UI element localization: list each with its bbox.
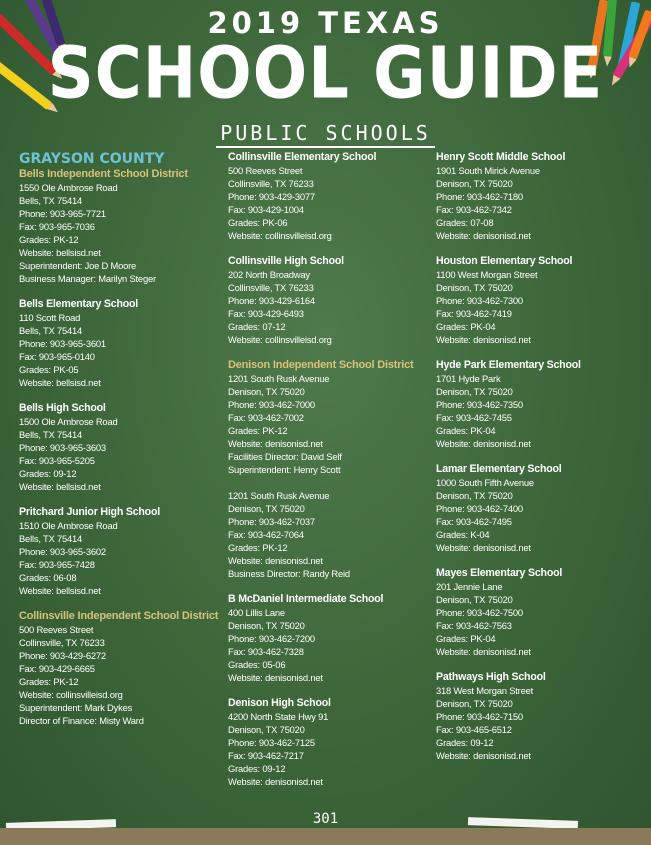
listing-detail: Facilities Director: David Self xyxy=(228,451,342,462)
grades-range: Grades: 07-12 xyxy=(228,321,286,332)
listing-detail: Superintendent: Mark Dykes xyxy=(19,702,133,713)
district-listing xyxy=(19,610,224,727)
listing-detail: 1201 South Rusk Avenue xyxy=(228,490,330,501)
listing-detail: Denison, TX 75020 xyxy=(228,620,305,631)
fax-number: Fax: 903-462-7002 xyxy=(228,412,304,423)
grades-range: Grades: 09-12 xyxy=(19,468,77,479)
listing-detail: Denison, TX 75020 xyxy=(436,178,513,189)
guide-year-title: 2019 TEXAS xyxy=(207,6,444,40)
fax-number: Fax: 903-965-5205 xyxy=(19,455,95,466)
listing-detail: Denison, TX 75020 xyxy=(436,282,513,293)
listing-detail: Denison, TX 75020 xyxy=(228,386,305,397)
phone-number: Phone: 903-462-7180 xyxy=(436,191,523,202)
school-listing xyxy=(19,402,224,493)
school-listing xyxy=(436,255,641,346)
school-name: Denison High School xyxy=(228,697,331,709)
website-text: Website: denisonisd.net xyxy=(228,555,323,566)
grades-range: Grades: PK-06 xyxy=(228,217,288,228)
school-listing xyxy=(228,489,433,580)
fax-number: Fax: 903-462-7563 xyxy=(436,620,512,631)
grades-range: Grades: 09-12 xyxy=(436,737,494,748)
school-name: Collinsville High School xyxy=(228,255,344,267)
school-listing xyxy=(228,151,433,242)
school-listing xyxy=(228,697,433,788)
school-listing xyxy=(436,567,641,658)
fax-number: Fax: 903-462-7328 xyxy=(228,646,304,657)
page-number: 301 xyxy=(312,811,339,827)
website-text: Website: denisonisd.net xyxy=(436,750,531,761)
fax-number: Fax: 903-965-0140 xyxy=(19,351,95,362)
listing-detail: Bells, TX 75414 xyxy=(19,533,83,544)
listing-detail: Business Director: Randy Reid xyxy=(228,568,350,579)
website-text: Website: denisonisd.net xyxy=(228,672,323,683)
column-3 xyxy=(436,151,641,775)
phone-number: Phone: 903-429-6272 xyxy=(19,650,106,661)
school-listing xyxy=(228,255,433,346)
chalkboard-ledge xyxy=(0,828,651,845)
listing-detail: Denison, TX 75020 xyxy=(436,386,513,397)
phone-number: Phone: 903-462-7037 xyxy=(228,516,315,527)
fax-number: Fax: 903-429-6493 xyxy=(228,308,304,319)
listing-detail: 1201 South Rusk Avenue xyxy=(228,373,330,384)
column-1 xyxy=(19,151,224,740)
school-name: Houston Elementary School xyxy=(436,255,573,267)
fax-number: Fax: 903-965-7036 xyxy=(19,221,95,232)
website-text: Website: denisonisd.net xyxy=(228,438,323,449)
fax-number: Fax: 903-462-7217 xyxy=(228,750,304,761)
listing-detail: Director of Finance: Misty Ward xyxy=(19,715,144,726)
section-subtitle-text: PUBLIC SCHOOLS xyxy=(216,121,435,148)
grades-range: Grades: PK-04 xyxy=(436,321,496,332)
phone-number: Phone: 903-462-7500 xyxy=(436,607,523,618)
school-listing xyxy=(436,359,641,450)
website-text: Website: denisonisd.net xyxy=(436,542,531,553)
website-text: Website: bellsisd.net xyxy=(19,585,101,596)
website-text: Website: denisonisd.net xyxy=(228,776,323,787)
website-text: Website: denisonisd.net xyxy=(436,438,531,449)
district-name: Collinsville Independent School District xyxy=(19,610,219,622)
listing-detail: 1550 Ole Ambrose Road xyxy=(19,182,118,193)
listing-detail: Superintendent: Henry Scott xyxy=(228,464,341,475)
fax-number: Fax: 903-462-7495 xyxy=(436,516,512,527)
website-text: Website: bellsisd.net xyxy=(19,247,101,258)
listing-detail: Denison, TX 75020 xyxy=(436,490,513,501)
school-name: Pritchard Junior High School xyxy=(19,506,160,518)
listing-detail: Denison, TX 75020 xyxy=(228,724,305,735)
grades-range: Grades: PK-04 xyxy=(436,425,496,436)
website-text: Website: collinsvilleisd.org xyxy=(19,689,123,700)
phone-number: Phone: 903-965-7721 xyxy=(19,208,106,219)
phone-number: Phone: 903-965-3601 xyxy=(19,338,106,349)
listing-detail: Collinsville, TX 76233 xyxy=(228,178,314,189)
district-listing xyxy=(19,168,224,285)
listing-detail: 1000 South Fifth Avenue xyxy=(436,477,534,488)
listing-detail: Superintendent: Joe D Moore xyxy=(19,260,137,271)
school-name: Lamar Elementary School xyxy=(436,463,562,475)
school-name: Collinsville Elementary School xyxy=(228,151,377,163)
listing-detail: 318 West Morgan Street xyxy=(436,685,534,696)
school-listing xyxy=(436,671,641,762)
fax-number: Fax: 903-465-6512 xyxy=(436,724,512,735)
school-name: Pathways High School xyxy=(436,671,546,683)
phone-number: Phone: 903-462-7400 xyxy=(436,503,523,514)
phone-number: Phone: 903-429-3077 xyxy=(228,191,315,202)
listing-detail: Denison, TX 75020 xyxy=(436,698,513,709)
fax-number: Fax: 903-429-6665 xyxy=(19,663,95,674)
website-text: Website: collinsvilleisd.org xyxy=(228,334,332,345)
listing-detail: 1100 West Morgan Street xyxy=(436,269,538,280)
listing-detail: Bells, TX 75414 xyxy=(19,429,83,440)
fax-number: Fax: 903-462-7064 xyxy=(228,529,304,540)
grades-range: Grades: PK-12 xyxy=(19,676,79,687)
school-name: Bells High School xyxy=(19,402,106,414)
district-name: Bells Independent School District xyxy=(19,168,188,180)
listing-detail: 4200 North State Hwy 91 xyxy=(228,711,329,722)
website-text: Website: collinsvilleisd.org xyxy=(228,230,332,241)
phone-number: Phone: 903-462-7000 xyxy=(228,399,315,410)
school-listing xyxy=(19,506,224,597)
grades-range: Grades: PK-04 xyxy=(436,633,496,644)
column-2 xyxy=(228,151,433,801)
grades-range: Grades: 07-08 xyxy=(436,217,494,228)
school-name: Hyde Park Elementary School xyxy=(436,359,581,371)
listing-detail: 201 Jennie Lane xyxy=(436,581,503,592)
school-listing xyxy=(19,298,224,389)
phone-number: Phone: 903-429-6164 xyxy=(228,295,315,306)
grades-range: Grades: PK-12 xyxy=(19,234,79,245)
phone-number: Phone: 903-462-7200 xyxy=(228,633,315,644)
school-name: B McDaniel Intermediate School xyxy=(228,593,384,605)
school-name: Mayes Elementary School xyxy=(436,567,563,579)
grades-range: Grades: 05-06 xyxy=(228,659,286,670)
phone-number: Phone: 903-462-7300 xyxy=(436,295,523,306)
grades-range: Grades: 09-12 xyxy=(228,763,286,774)
listing-detail: Denison, TX 75020 xyxy=(436,594,513,605)
listing-detail: 1500 Ole Ambrose Road xyxy=(19,416,118,427)
district-listing xyxy=(228,359,433,476)
guide-main-title: SCHOOL GUIDE xyxy=(47,32,604,116)
grades-range: Grades: PK-12 xyxy=(228,542,288,553)
phone-number: Phone: 903-462-7350 xyxy=(436,399,523,410)
website-text: Website: bellsisd.net xyxy=(19,481,101,492)
listing-detail: 1701 Hyde Park xyxy=(436,373,501,384)
school-listing xyxy=(436,463,641,554)
listing-detail: Business Manager: Marilyn Steger xyxy=(19,273,156,284)
listing-detail: 500 Reeves Street xyxy=(228,165,303,176)
county-heading: GRAYSON COUNTY xyxy=(19,151,165,167)
listing-detail: Denison, TX 75020 xyxy=(228,503,305,514)
phone-number: Phone: 903-462-7150 xyxy=(436,711,523,722)
fax-number: Fax: 903-462-7342 xyxy=(436,204,512,215)
phone-number: Phone: 903-965-3603 xyxy=(19,442,106,453)
listing-detail: 110 Scott Road xyxy=(19,312,81,323)
phone-number: Phone: 903-965-3602 xyxy=(19,546,106,557)
listing-detail: Bells, TX 75414 xyxy=(19,325,83,336)
fax-number: Fax: 903-965-7428 xyxy=(19,559,95,570)
listing-detail: Collinsville, TX 76233 xyxy=(228,282,314,293)
listing-detail: 202 North Broadway xyxy=(228,269,310,280)
listing-detail: 1901 South Mirick Avenue xyxy=(436,165,540,176)
school-listing xyxy=(228,593,433,684)
listing-detail: 1510 Ole Ambrose Road xyxy=(19,520,118,531)
listing-detail: Bells, TX 75414 xyxy=(19,195,83,206)
website-text: Website: denisonisd.net xyxy=(436,646,531,657)
listing-detail: Collinsville, TX 76233 xyxy=(19,637,105,648)
school-name: Henry Scott Middle School xyxy=(436,151,566,163)
listing-detail: 500 Reeves Street xyxy=(19,624,94,635)
grades-range: Grades: PK-05 xyxy=(19,364,79,375)
section-subtitle xyxy=(0,121,651,148)
school-name: Bells Elementary School xyxy=(19,298,139,310)
fax-number: Fax: 903-429-1004 xyxy=(228,204,304,215)
grades-range: Grades: K-04 xyxy=(436,529,490,540)
district-name: Denison Independent School District xyxy=(228,359,414,371)
phone-number: Phone: 903-462-7125 xyxy=(228,737,315,748)
website-text: Website: denisonisd.net xyxy=(436,230,531,241)
grades-range: Grades: 06-08 xyxy=(19,572,77,583)
school-listing xyxy=(436,151,641,242)
fax-number: Fax: 903-462-7455 xyxy=(436,412,512,423)
website-text: Website: denisonisd.net xyxy=(436,334,531,345)
grades-range: Grades: PK-12 xyxy=(228,425,288,436)
fax-number: Fax: 903-462-7419 xyxy=(436,308,512,319)
website-text: Website: bellsisd.net xyxy=(19,377,101,388)
listing-detail: 400 Lillis Lane xyxy=(228,607,285,618)
